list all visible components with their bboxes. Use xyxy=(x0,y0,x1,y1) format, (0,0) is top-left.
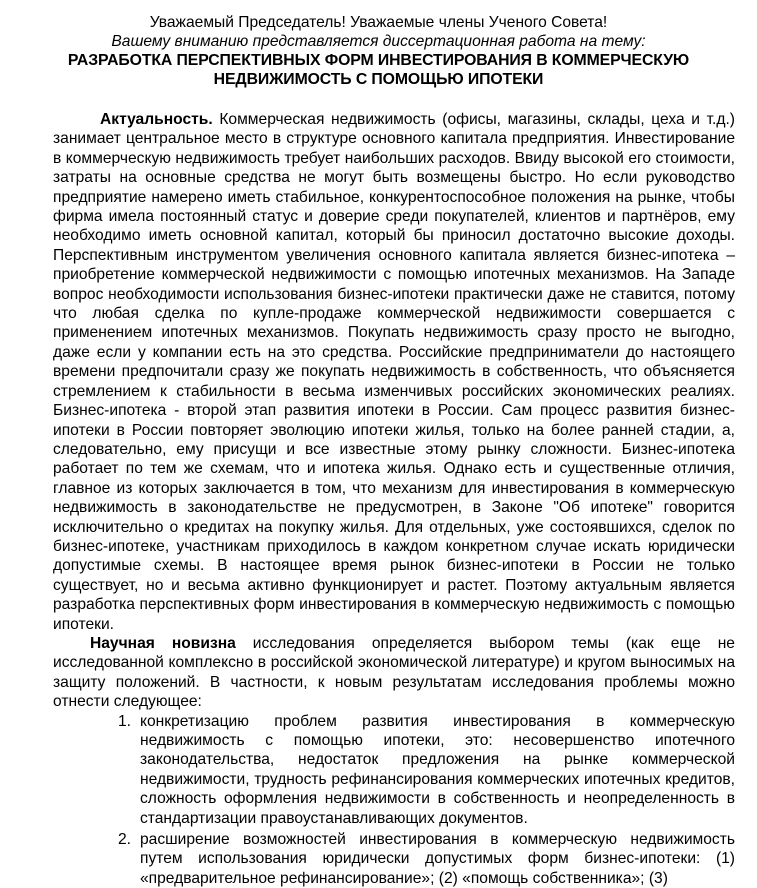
results-list-item xyxy=(53,830,735,888)
thesis-title-line-2: НЕДВИЖИМОСТЬ С ПОМОЩЬЮ ИПОТЕКИ xyxy=(213,71,544,88)
results-list xyxy=(53,712,735,888)
list-item-number: 1. xyxy=(118,712,132,730)
results-list-item xyxy=(53,712,735,828)
intro-line: Вашему вниманию представляется диссертационная работа на тему: xyxy=(111,33,646,50)
novelty-paragraph xyxy=(53,634,735,712)
relevance-paragraph xyxy=(53,110,735,634)
relevance-text: Коммерческая недвижимость (офисы, магазины, склады, цеха и т.д.) занимает центральное место в структуре основного капитала предприятия. Инвестирование в коммерческую недвижимость требует наибольших расходов. Ввиду высокой его стоимости, затраты на основные средства не могут быть возмещены быстро. Но если руководство предприятие намерено иметь стабильное, конкурентоспособное положения на рынке, чтобы фирма имела постоянный статус и доверие среди покупателей, клиентов и партнёров, ему необходимо иметь основной капитал, который бы приносил достаточно высокие доходы. Перспективным инструментом увеличения основного капитала является бизнес-ипотека – приобретение коммерческой недвижимости с помощью ипотечных механизмов. На Западе вопрос необходимости использования бизнес-ипотеки практически даже не ставится, потому что любая сделка по купле-продаже коммерческой недвижимости совершается с применением ипотечных механизмов. Покупать недвижимость сразу просто не выгодно, даже если у компании есть на это средства. Российские предприниматели до настоящего времени предпочитали сразу же покупать недвижимость в собственность, что объясняется стремлением к стабильности в весьма изменчивых российских экономических реалиях. Бизнес-ипотека - второй этап развития ипотеки в России. Сам процесс развития бизнес-ипотеки в России повторяет эволюцию ипотеки жилья, только на более ранней стадии, а, следовательно, ему присущи и все известные этому рынку сложности. Бизнес-ипотека работает по тем же схемам, что и ипотека жилья. Однако есть и существенные отличия, главное из которых заключается в том, что механизм для инвестирования в коммерческую недвижимость в законодательстве не предусмотрен, в Законе "Об ипотеке" говорится исключительно о кредитах на покупку жилья. Для отдельных, уже состоявшихся, сделок по бизнес-ипотеке, участникам приходилось в каждом конкретном случае искать юридически допустимые схемы. В настоящее время рынок бизнес-ипотеки в России не только существует, но и весьма активно функционирует и растет. Поэтому актуальным является разработка перспективных форм инвестирования в коммерческую недвижимость с помощью ипотеки. xyxy=(53,111,735,633)
relevance-heading: Актуальность. xyxy=(100,111,213,128)
thesis-title-line-1: РАЗРАБОТКА ПЕРСПЕКТИВНЫХ ФОРМ ИНВЕСТИРОВАНИЯ В КОММЕРЧЕСКУЮ xyxy=(67,52,690,69)
list-item-text: расширение возможностей инвестирования в коммерческую недвижимость путем использования юридически допустимых форм бизнес-ипотеки: (1) «предварительное рефинансирование»; (2) «помощь собственника»; (3) xyxy=(140,831,735,887)
document-header xyxy=(0,13,757,89)
novelty-text: исследования определяется выбором темы (как еще не исследованной комплексно в российской экономической литературе) и кругом выносимых на защиту положений. В частности, к новым результатам исследования проблемы можно отнести следующее: xyxy=(53,634,735,711)
greeting-line: Уважаемый Председатель! Уважаемые члены Ученого Совета! xyxy=(149,14,608,31)
list-item-number: 2. xyxy=(118,831,132,849)
novelty-heading: Научная новизна xyxy=(90,634,236,652)
list-item-text: конкретизацию проблем развития инвестирования в коммерческую недвижимость с помощью ипотеки, это: несовершенство ипотечного законодательства, недостаток предложения на рынке коммерческой недвижимости, трудность рефинансирования коммерческих ипотечных кредитов, сложность оформления недвижимости в собственность и неопределенность в стандартизации правоустанавливающих документов. xyxy=(140,712,735,827)
